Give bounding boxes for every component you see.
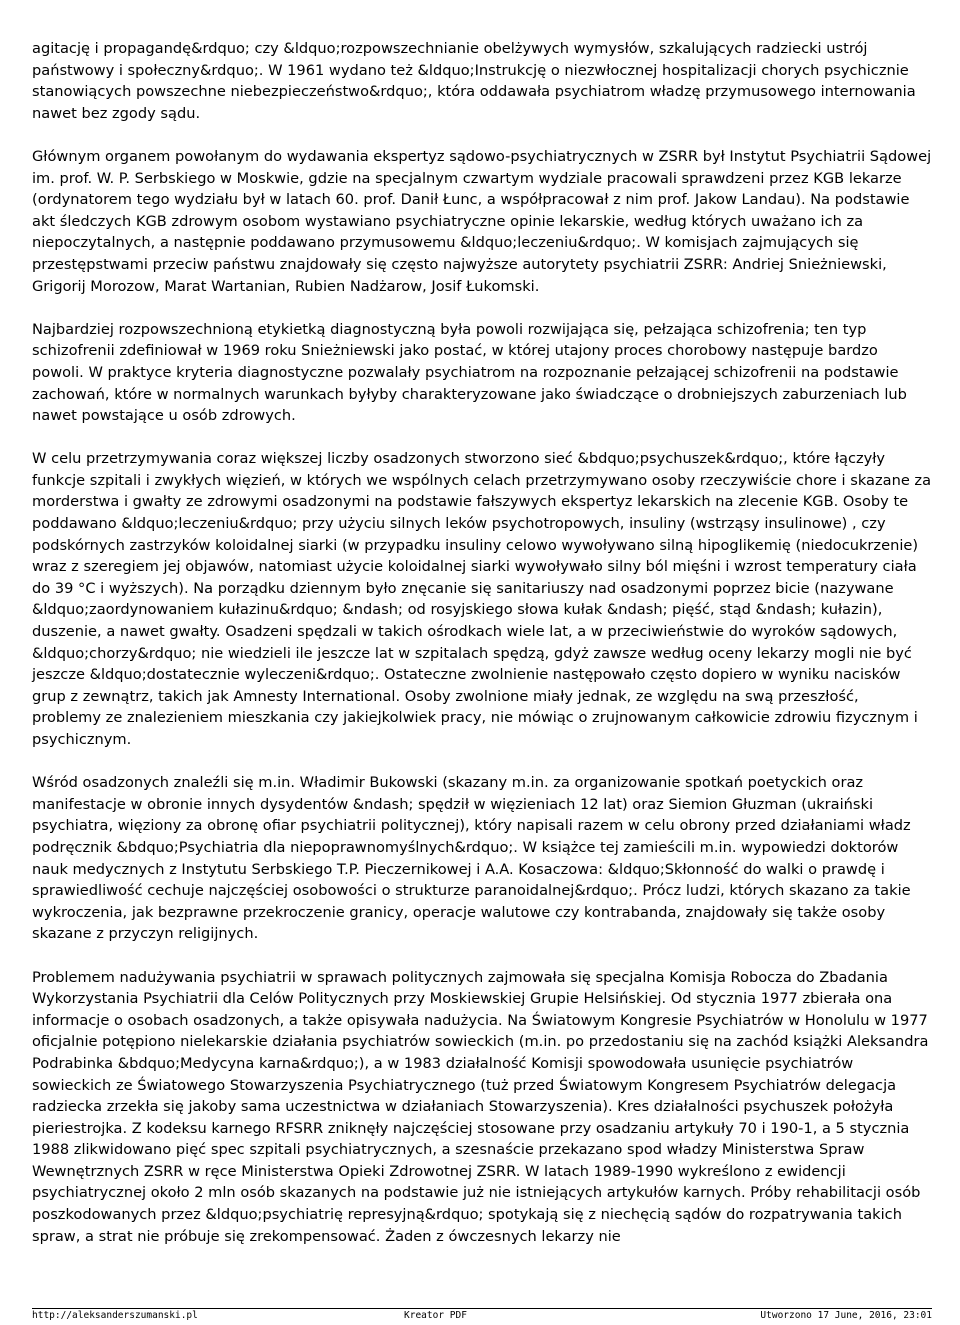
footer-creator-label: Kreator PDF [404, 1310, 467, 1321]
paragraph-4: W celu przetrzymywania coraz większej liczby osadzonych stworzono sieć &bdquo;psychuszek&rdquo;, które łączyły funkcje szpitali i zwykłych więzień, w których we wspólnych celach przetrzymywano osoby rzeczywiście chore i skazane za morderstwa i gwałty ze zdrowymi osadzonymi na podstawie fałszywych ekspertyz lekarskich na zlecenie KGB. Osoby te poddawano &ldquo;leczeniu&rdquo; przy użyciu silnych leków psychotropowych, insuliny (wstrząsy insulinowe) , czy podskórnych zastrzyków koloidalnej siarki (w przypadku insuliny celowo wywoływano silną hipoglikemię (niedocukrzenie) wraz z szeregiem jej objawów, natomiast użycie koloidalnej siarki wywoływało silny ból mięśni i wzrost temperatury ciała do 39 °C i wyższych). Na porządku dziennym było znęcanie się sanitariuszy nad osadzonymi poprzez bicie (nazywane &ldquo;zaordynowaniem kułazinu&rdquo; &ndash; od rosyjskiego słowa kułak &ndash; pięść, stąd &ndash; kułazin), duszenie, a nawet gwałty. Osadzeni spędzali w takich ośrodkach wiele lat, a w przeciwieństwie do wyroków sądowych, &ldquo;chorzy&rdquo; nie wiedzieli ile jeszcze lat w szpitalach spędzą, gdyż zawsze według oceny lekarzy mogli nie być jeszcze &ldquo;dostatecznie wyleczeni&rdquo;. Ostateczne zwolnienie następowało często dopiero w wyniku nacisków grup z zewnątrz, takich jak Amnesty International. Osoby zwolnione miały jednak, ze względu na swą przeszłość, problemy ze znalezieniem mieszkania czy jakiejkolwiek pracy, nie mówiąc o zrujnowanym całkowicie zdrowiu fizycznym i psychicznym. [32, 450, 932, 748]
footer-divider [32, 1308, 932, 1309]
page-footer [32, 1308, 932, 1322]
paragraph-2: Głównym organem powołanym do wydawania ekspertyz sądowo-psychiatrycznych w ZSRR był Instytut Psychiatrii Sądowej im. prof. W. P. Serbskiego w Moskwie, gdzie na specjalnym czwartym wydziale pracowali sprawdzeni przez KGB lekarze (ordynatorem tego wydziału był w latach 60. prof. Danił Łunc, a współpracował z nim prof. Jakow Landau). Na podstawie akt śledczych KGB zdrowym osobom wystawiano psychiatryczne opinie lekarskie, według których uważano ich za niepoczytalnych, a następnie poddawano przymusowemu &ldquo;leczeniu&rdquo;. W komisjach zajmujących się przestępstwami przeciw państwu znajdowały się często najwyższe autorytety psychiatrii ZSRR: Andriej Snieżniewski, Grigorij Morozow, Marat Wartanian, Rubien Nadżarow, Josif Łukomski. [32, 147, 932, 295]
paragraph-3: Najbardziej rozpowszechnioną etykietką diagnostyczną była powoli rozwijająca się, pełzająca schizofrenia; ten typ schizofrenii zdefiniował w 1969 roku Snieżniewski jako postać, w której utajony proces chorobowy następuje bardzo powoli. W praktyce kryteria diagnostyczne pozwalały psychiatrom na rozpoznanie pełzającej schizofrenii na podstawie zachowań, które w normalnych warunkach byłyby charakteryzowane jako świadczące o drobniejszych zaburzeniach lub nawet powstające u osób zdrowych. [32, 320, 907, 425]
article-body [32, 38, 932, 1269]
paragraph-6: Problemem nadużywania psychiatrii w sprawach politycznych zajmowała się specjalna Komisja Robocza do Zbadania Wykorzystania Psychiatrii dla Celów Politycznych przy Moskiewskiej Grupie Helsińskiej. Od stycznia 1977 zbierała ona informacje o osobach osadzonych, a także opisywała nadużycia. Na Światowym Kongresie Psychiatrów w Honolulu w 1977 oficjalnie potępiono nielekarskie działania psychiatrów sowieckich (m.in. po przedostaniu się na zachód książki Aleksandra Podrabinka &bdquo;Medycyna karna&rdquo;), a w 1983 działalność Komisji spowodowała usunięcie psychiatrów sowieckich ze Światowego Stowarzyszenia Psychiatrycznego (tuż przed Światowym Kongresem Psychiatrów delegacja radziecka zrzekła się jakoby sama uczestnictwa w działaniach Stowarzyszenia). Kres działalności psychuszek położyła pieriestrojka. Z kodeksu karnego RFSRR zniknęły najczęściej stosowane przy osadzaniu artykuły 70 i 190-1, a 5 stycznia 1988 zlikwidowano pięć spec szpitali psychiatrycznych, a szesnaście przekazano spod władzy Ministerstwa Spraw Wewnętrznych ZSRR w ręce Ministerstwa Opieki Zdrowotnej ZSRR. W latach 1989-1990 wykreślono z ewidencji psychiatrycznej około 2 mln osób skazanych na podstawie już nie istniejących artykułów karnych. Próby rehabilitacji osób poszkodowanych przez &ldquo;psychiatrię represyjną&rdquo; spotykają się z niechęcią sądów do rozpatrywania takich spraw, a strat nie próbuje się zrekompensować. Żaden z ówczesnych lekarzy nie [32, 968, 929, 1245]
paragraph-1: agitację i propagandę&rdquo; czy &ldquo;rozpowszechnianie obelżywych wymysłów, szkalujących radziecki ustrój państwowy i społeczny&rdquo;. W 1961 wydano też &ldquo;Instrukcję o niezwłocznej hospitalizacji chorych psychicznie stanowiących powszechne niebezpieczeństwo&rdquo;, która oddawała psychiatrom władzę przymusowego internowania nawet bez zgody sądu. [32, 40, 916, 122]
footer-url-link[interactable]: http://aleksanderszumanski.pl [32, 1310, 198, 1321]
paragraph-5: Wśród osadzonych znaleźli się m.in. Władimir Bukowski (skazany m.in. za organizowanie spotkań poetyckich oraz manifestacje w obronie innych dysydentów &ndash; spędził w więzieniach 12 lat) oraz Siemion Głuzman (ukraiński psychiatra, więziony za obronę ofiar psychiatrii politycznej), który napisali razem w celu obrony przed działaniami władz podręcznik &bdquo;Psychiatria dla niepoprawnomyślnych&rdquo;. W książce tej zamieścili m.in. wypowiedzi doktorów nauk medycznych z Instytutu Serbskiego T.P. Pieczernikowej i A.A. Kosaczowa: &ldquo;Skłonność do walki o prawdę i sprawiedliwość cechuje najczęściej osobowości o strukturze paranoidalnej&rdquo;. Prócz ludzi, których skazano za takie wykroczenia, jak bezprawne przekroczenie granicy, operacje walutowe czy kontrabanda, znajdowały się także osoby skazane z przyczyn religijnych. [32, 774, 911, 943]
footer-created-date: Utworzono 17 June, 2016, 23:01 [760, 1310, 932, 1321]
